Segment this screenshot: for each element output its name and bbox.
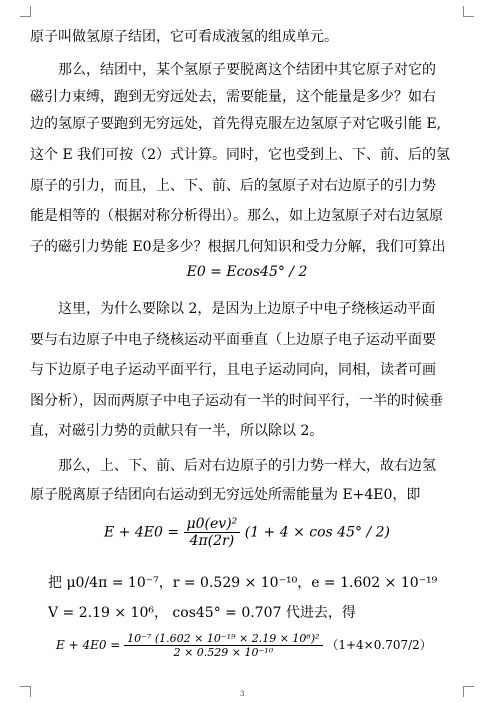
- page-number: 3: [240, 690, 245, 698]
- text-line: 把 μ0/4π = 10⁻⁷，r = 0.529 × 10⁻¹⁰，e = 1.602 × 10⁻¹⁹: [48, 575, 438, 591]
- eq2-left: E + 4E0 =: [104, 524, 180, 541]
- text-line: 这里，为什么要除以 2，是因为上边原子中电子绕核运动平面: [58, 301, 436, 317]
- text-line: 要与右边原子中电子绕核运动平面垂直（上边原子电子运动平面要: [30, 332, 436, 348]
- crop-mark-top-left: [20, 6, 31, 17]
- equation-energy: [0, 516, 494, 549]
- eq2-numerator: μ0(ev)²: [184, 516, 241, 533]
- eq3-right: （1+4×0.707/2）: [326, 638, 432, 652]
- text-line: 子的磁引力势能 E0是多少？根据几何知识和受力分解，我们可算出: [30, 239, 446, 255]
- crop-mark-bottom-left: [20, 686, 31, 697]
- text-line: V = 2.19 × 10⁶， cos45° = 0.707 代进去，得: [48, 605, 356, 621]
- eq3-fraction: [124, 632, 322, 659]
- eq2-denominator: 4π(2r): [189, 533, 235, 549]
- equation-e0: E0 = Ecos45° / 2: [186, 264, 308, 280]
- crop-mark-bottom-right: [463, 686, 474, 697]
- text-line: 磁引力束缚，跑到无穷远处去，需要能量，这个能量是多少？如右: [30, 89, 436, 105]
- text-line: 原子叫做氢原子结团，它可看成液氢的组成单元。: [30, 29, 338, 45]
- text-line: 那么，上、下、前、后对右边原子的引力势一样大，故右边氢: [58, 458, 436, 474]
- equation-substituted: [56, 632, 432, 659]
- text-line: 边的氢原子要跑到无穷远处，首先得克服左边氢原子对它吸引能 E,: [30, 116, 442, 132]
- text-line: 那么，结团中，某个氢原子要脱离这个结团中其它原子对它的: [58, 62, 436, 78]
- text-line: 能是相等的（根据对称分析得出）。那么，如上边氢原子对右边氢原: [30, 208, 443, 224]
- eq3-left: E + 4E0 =: [56, 638, 121, 652]
- eq3-numerator: 10⁻⁷ (1.602 × 10⁻¹⁹ × 2.19 × 10⁶)²: [124, 632, 322, 646]
- text-line: 原子脱离原子结团向右运动到无穷远处所需能量为 E+4E0，即: [30, 487, 421, 503]
- text-line: 与下边原子电子运动平面平行，且电子运动同向，同相，读者可画: [30, 362, 436, 378]
- eq2-fraction: [184, 516, 241, 549]
- text-line: 直，对磁引力势的贡献只有一半，所以除以 2。: [30, 423, 324, 439]
- text-line: 这个 E 我们可按（2）式计算。同时，它也受到上、下、前、后的氢: [30, 147, 451, 163]
- eq3-denominator: 2 × 0.529 × 10⁻¹⁰: [173, 646, 274, 659]
- crop-mark-top-right: [463, 6, 474, 17]
- text-line: 原子的引力，而且，上、下、前、后的氢原子对右边原子的引力势: [30, 178, 436, 194]
- eq2-right: (1 + 4 × cos 45° / 2): [244, 524, 390, 541]
- text-line: 图分析），因而两原子中电子运动有一半的时间平行，一半的时候垂: [30, 393, 443, 409]
